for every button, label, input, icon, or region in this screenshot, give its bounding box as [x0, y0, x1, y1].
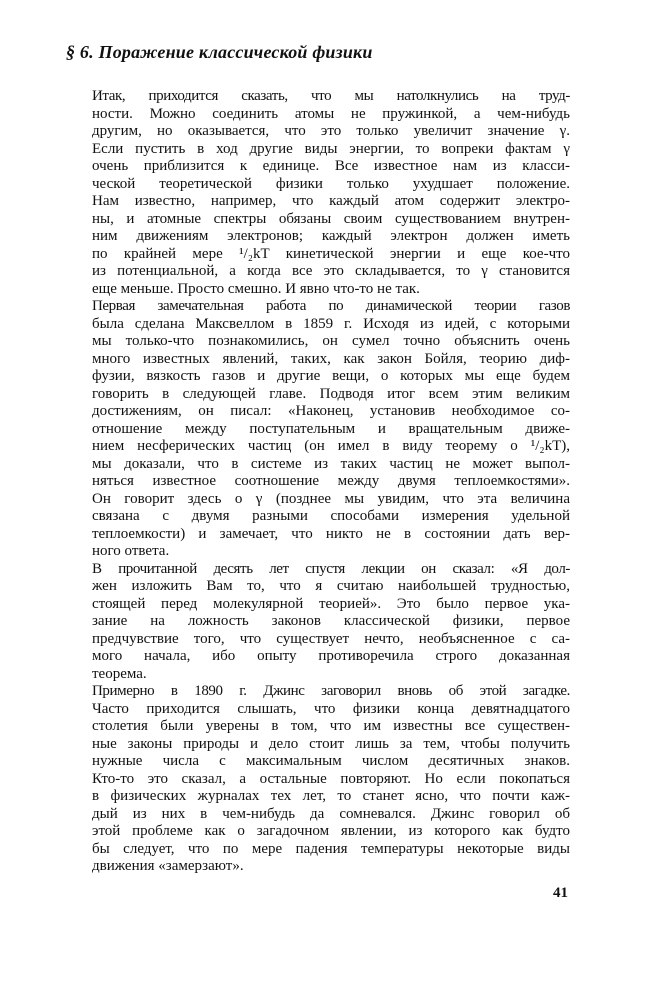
text-line: движения «замерзают».: [92, 858, 244, 874]
text-line: ного ответа.: [92, 543, 170, 559]
text-line: зание на ложность законов классической физики, первое: [92, 613, 570, 629]
paragraph-3: [66, 561, 570, 684]
section-heading: § 6. Поражение классической физики: [66, 42, 373, 62]
text-line: Часто приходится слышать, что физики конца девятнадцатого: [92, 700, 570, 717]
text-line: по крайней мере ¹/₂kT кинетической энергии и еще кое-что: [92, 245, 570, 262]
text-line: теорема.: [92, 665, 147, 682]
text-line: Первая замечательная работа по динамической теории газов: [92, 298, 570, 314]
text-line: ческой теоретической физики только ухудшает положение.: [92, 175, 570, 192]
text-line: связана с двумя разными способами измерения удельной: [92, 508, 570, 524]
text-line: этой проблеме как о загадочном явлении, из которого как будто: [92, 823, 570, 839]
text-line: няться известное соотношение между двумя теплоемкостями».: [92, 473, 570, 489]
text-line: мого начала, ибо опыту противоречила строго доказанная: [92, 648, 570, 664]
text-line: из потенциальной, а когда все это складывается, то γ становится: [92, 263, 570, 279]
text-line: ним движениям электронов; каждый электрон должен иметь: [92, 228, 570, 244]
page-number: 41: [553, 885, 568, 901]
text-line: В прочитанной десять лет спустя лекции он сказал: «Я дол-: [92, 560, 570, 577]
paragraph-1: [66, 88, 570, 298]
text-line: была сделана Максвеллом в 1859 г. Исходя из идей, с которыми: [92, 315, 570, 332]
text-line: нужные числа с максимальным числом десятичных знаков.: [92, 753, 570, 769]
text-line: достижениям, он писал: «Наконец, установив необходимое со-: [92, 403, 570, 419]
text-line: отношение между поступательным и вращательным движе-: [92, 420, 570, 437]
text-line: говорить в следующей главе. Подводя итог всем этим великим: [92, 385, 570, 402]
text-line: бы следует, что по мере падения температуры некоторые виды: [92, 840, 570, 857]
text-line: Примерно в 1890 г. Джинс заговорил вновь об этой загадке.: [92, 683, 570, 699]
text-line: еще меньше. Просто смешно. И явно что-то не так.: [92, 280, 420, 297]
text-line: много известных явлений, таких, как закон Бойля, теорию диф-: [92, 350, 570, 367]
text-line: Нам известно, например, что каждый атом содержит электро-: [92, 193, 570, 209]
text-line: другим, но оказывается, что это только увеличит значение γ.: [92, 123, 570, 139]
text-line: стоящей перед молекулярной теорией». Это было первое ука-: [92, 595, 570, 612]
paragraph-4: [66, 683, 570, 876]
paragraph-2: [66, 298, 570, 561]
text-line: ности. Можно соединить атомы не пружинкой, а чем-нибудь: [92, 105, 570, 122]
page-content: [66, 40, 570, 876]
text-line: ны, и атомные спектры обязаны своим существованием внутрен-: [92, 210, 570, 227]
text-line: предчувствие того, что существует нечто, необъясненное с са-: [92, 630, 570, 647]
text-line: дый из них в чем-нибудь да сомневался. Джинс говорил об: [92, 805, 570, 822]
text-line: жен изложить Вам то, что я считаю наибольшей трудностью,: [92, 578, 570, 594]
text-line: Если пустить в ход другие виды энергии, то вопреки фактам γ: [92, 140, 570, 157]
text-line: нием несферических частиц (он имел в виду теорему о ¹/₂kT),: [92, 438, 570, 454]
text-line: очень приблизится к единице. Все известное нам из класси-: [92, 158, 570, 174]
text-line: ные законы природы и дело стоит лишь за тем, чтобы получить: [92, 735, 570, 752]
text-line: мы только-что познакомились, он сумел точно объяснить очень: [92, 333, 570, 349]
text-line: мы доказали, что в системе из таких частиц не может выпол-: [92, 455, 570, 472]
text-line: теплоемкости) и замечает, что никто не в состоянии дать вер-: [92, 525, 570, 542]
text-line: фузии, вязкость газов и другие вещи, о которых мы еще будем: [92, 368, 570, 384]
text-line: Он говорит здесь о γ (позднее мы увидим, что эта величина: [92, 490, 570, 507]
text-line: Итак, приходится сказать, что мы натолкнулись на труд-: [92, 88, 570, 104]
text-line: Кто-то это сказал, а остальные повторяют. Но если покопаться: [92, 770, 570, 787]
text-line: столетия были уверены в том, что им известны все существен-: [92, 718, 570, 734]
text-line: в физических журналах тех лет, то станет ясно, что почти каж-: [92, 788, 570, 804]
